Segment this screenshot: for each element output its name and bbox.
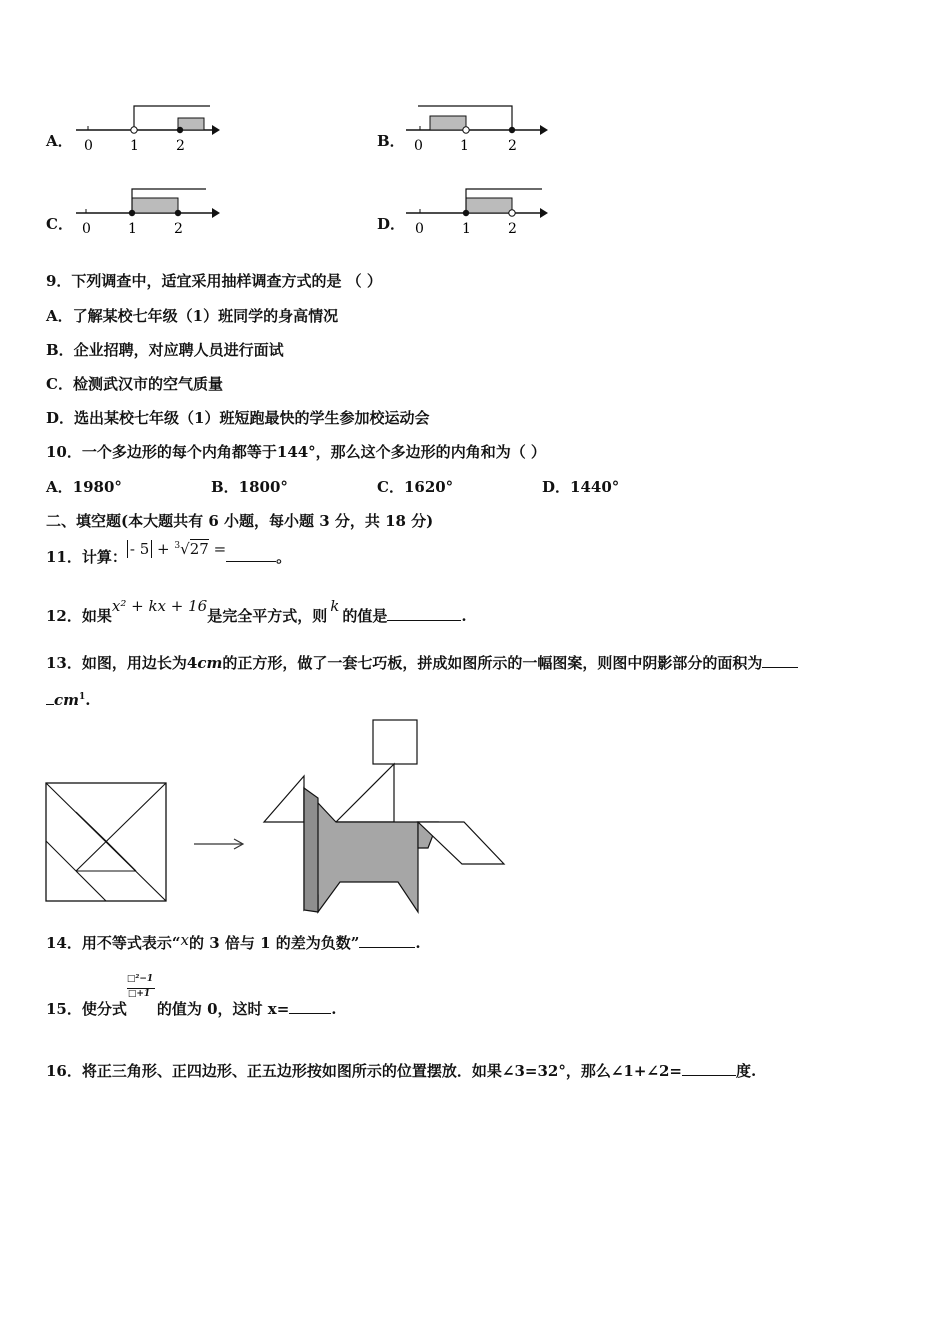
q9-option-b: B．企业招聘，对应聘人员进行面试 — [46, 341, 284, 359]
tick-label: 1 — [130, 138, 139, 154]
q15-fraction — [126, 974, 157, 1014]
q11-plus: + — [157, 540, 170, 558]
number-line-a — [72, 100, 222, 155]
tick-label: 0 — [82, 221, 91, 237]
q14-prefix: 14．用不等式表示“ — [46, 934, 181, 952]
q15-prefix: 15．使分式 — [46, 1000, 127, 1018]
q9-option-d: D．选出某校七年级（1）班短跑最快的学生参加校运动会 — [46, 409, 430, 427]
q15-answer-blank[interactable] — [289, 999, 331, 1014]
q9-option-a: A．了解某校七年级（1）班同学的身高情况 — [46, 307, 339, 325]
q15-numerator: □²−1 — [126, 974, 154, 984]
q11-radicand: 27 — [189, 540, 209, 558]
q16-end: 度. — [735, 1062, 757, 1080]
q14-var: x — [180, 931, 189, 949]
q13-sup: 1 — [79, 692, 86, 702]
q10-option-b: B．1800° — [211, 478, 288, 496]
q15-end: . — [331, 1000, 337, 1018]
number-line-d — [400, 183, 555, 238]
q12-suffix: 的值是 — [342, 607, 388, 625]
q10-option-d: D．1440° — [542, 478, 620, 496]
q16-answer-blank[interactable] — [682, 1061, 736, 1076]
q11-abs: - 5 — [127, 540, 152, 558]
q13-end: . — [85, 691, 91, 709]
option-d-label: D． — [377, 215, 406, 233]
tick-label: 2 — [174, 221, 183, 237]
q13-text: 13．如图，用边长为4 — [46, 654, 198, 672]
q12-answer-blank[interactable] — [387, 606, 461, 621]
q9-option-c: C．检测武汉市的空气质量 — [46, 375, 223, 393]
q14-end: . — [415, 934, 421, 952]
tangram-square — [45, 782, 169, 906]
tick-label: 0 — [415, 221, 424, 237]
q15-denominator: □+1 — [127, 989, 151, 999]
q12-prefix: 12．如果 — [46, 607, 112, 625]
tick-label: 0 — [84, 138, 93, 154]
q12-end: . — [461, 607, 467, 625]
q16-text: 16．将正三角形、正四边形、正五边形按如图所示的位置摆放．如果∠3=32°，那么∠1+∠2= — [46, 1062, 682, 1080]
q12-expr: x² + kx + 16 — [111, 597, 208, 615]
q14-answer-blank[interactable] — [359, 933, 415, 948]
tick-label: 0 — [414, 138, 423, 154]
q13-answer-blank[interactable] — [762, 653, 798, 668]
tick-label: 2 — [176, 138, 185, 154]
q13-line1 — [46, 652, 798, 673]
q13-text2: 的正方形，做了一套七巧板，拼成如图所示的一幅图案，则图中阴影部分的面积为 — [222, 654, 763, 672]
tangram-horse-figure — [258, 716, 513, 916]
q11-eq: = — [213, 540, 227, 558]
tick-label: 1 — [462, 221, 471, 237]
number-line-c — [72, 183, 222, 238]
q12 — [46, 597, 467, 626]
q10-option-a: A．1980° — [46, 478, 122, 496]
q13-answer-blank-cont[interactable] — [46, 690, 54, 705]
number-line-b — [400, 100, 555, 155]
q11-suffix: 。 — [276, 548, 292, 566]
tick-label: 1 — [128, 221, 137, 237]
tick-label: 2 — [508, 138, 517, 154]
arrow-icon — [192, 834, 248, 854]
option-a-label: A． — [46, 132, 73, 150]
section-title: 二、填空题(本大题共有 6 小题，每小题 3 分，共 18 分) — [46, 512, 434, 530]
q12-var: k — [330, 597, 340, 615]
option-b-label: B． — [377, 132, 405, 150]
q10-stem: 10．一个多边形的每个内角都等于144°，那么这个多边形的内角和为（ ） — [46, 443, 546, 461]
q15-suffix: 的值为 0，这时 x= — [156, 1000, 290, 1018]
q11: 11．计算： - 5 + $^3$√27 = 。 — [46, 540, 292, 566]
tick-label: 2 — [508, 221, 517, 237]
q11-root-index: 3 — [174, 541, 181, 551]
q15 — [46, 974, 337, 1019]
q16 — [46, 1060, 756, 1081]
q13-unit: cm — [197, 654, 223, 672]
q10-option-c: C．1620° — [377, 478, 454, 496]
q11-answer-blank[interactable] — [226, 547, 276, 562]
q14 — [46, 932, 421, 953]
q13-unit2: cm — [54, 691, 80, 709]
q9-stem: 9．下列调查中，适宜采用抽样调查方式的是 （ ） — [46, 272, 382, 290]
option-c-label: C． — [46, 215, 73, 233]
q12-middle: 是完全平方式，则 — [207, 607, 328, 625]
q11-prefix: 11．计算： — [46, 548, 127, 566]
tick-label: 1 — [460, 138, 469, 154]
q14-suffix: 的 3 倍与 1 的差为负数” — [188, 934, 360, 952]
q13-line2 — [46, 690, 91, 709]
